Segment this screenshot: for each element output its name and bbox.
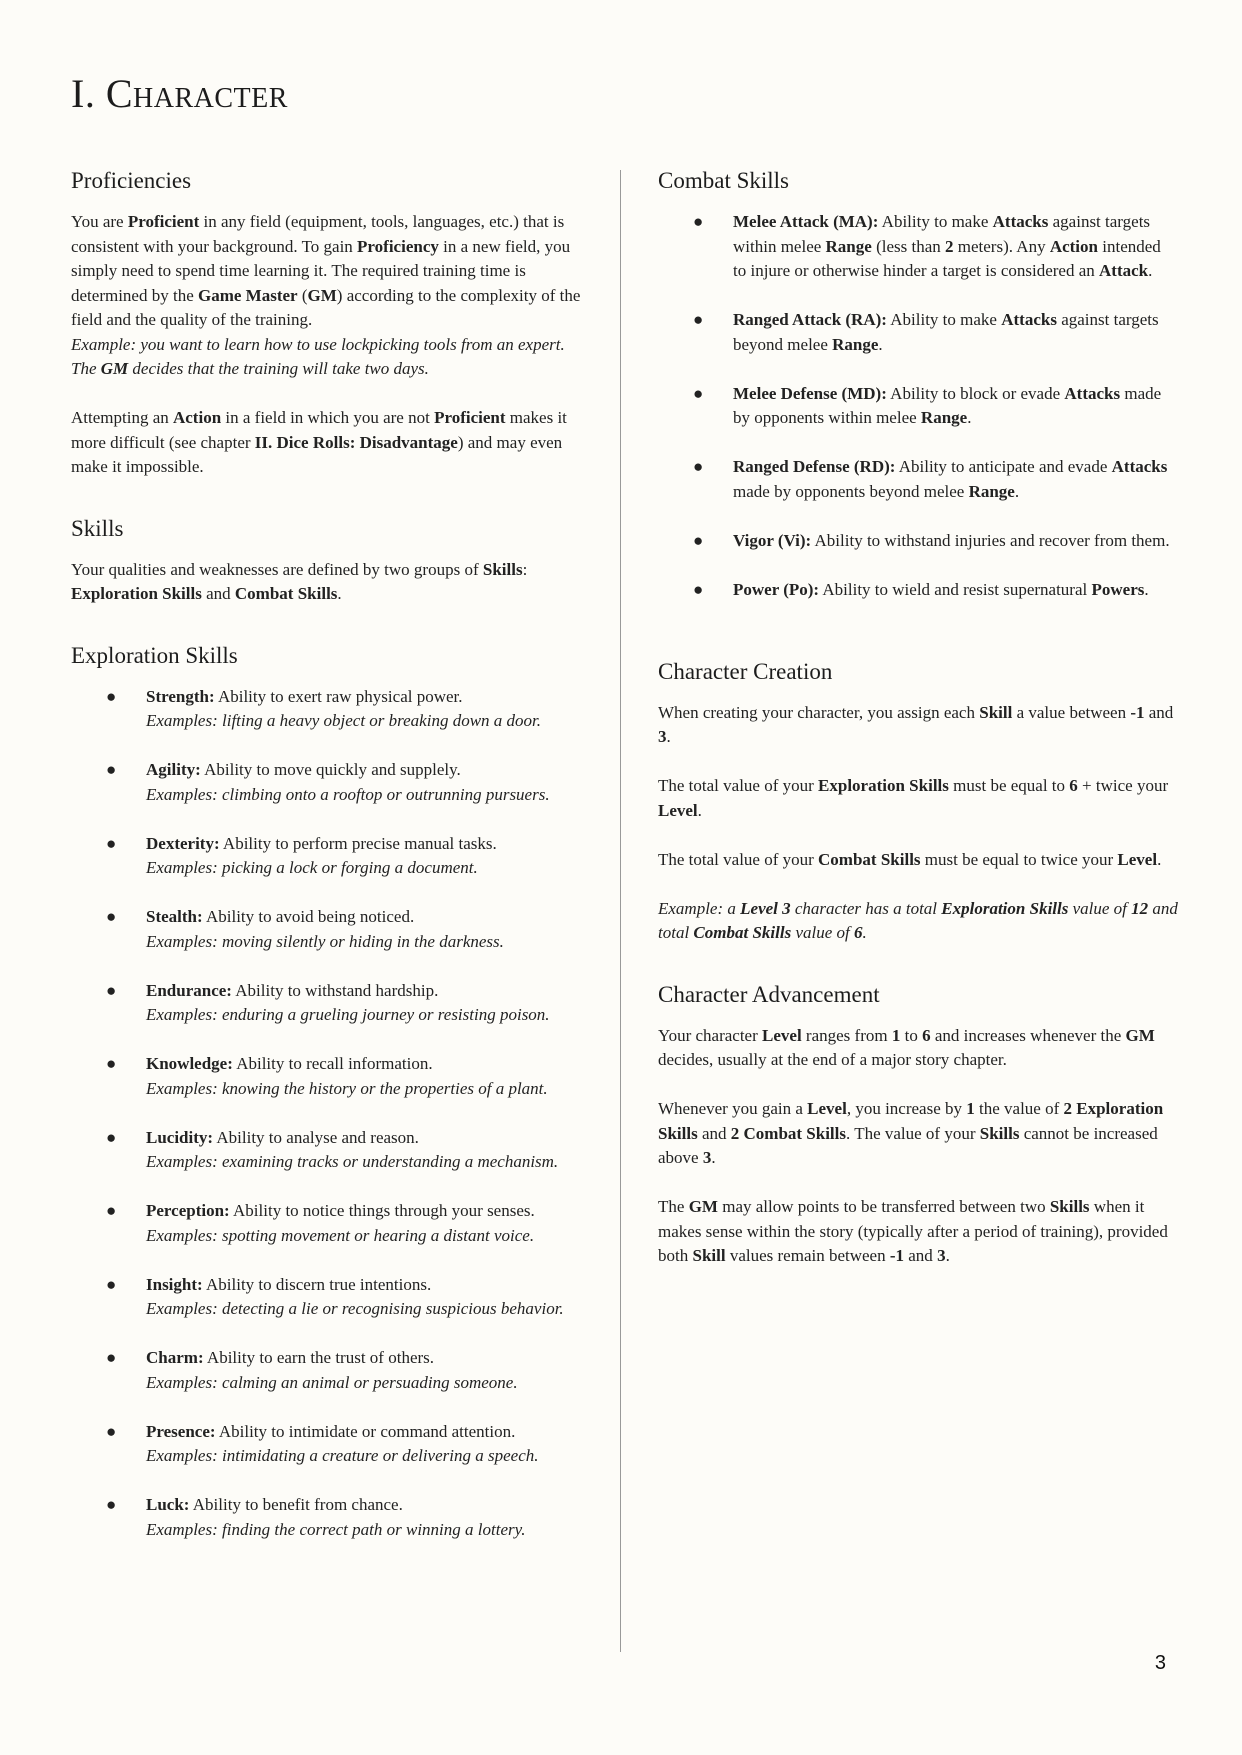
character-advancement-heading: Character Advancement (658, 981, 880, 1007)
combat-skill-text: Ranged Defense (RD): Ability to anticipate and evade Attacks made by opponents beyond melee Range. (733, 457, 1168, 501)
bullet-icon: ● (693, 579, 704, 599)
skill-name: Knowledge: (146, 1054, 233, 1073)
skills-paragraph: Your qualities and weaknesses are defined by two groups of Skills: Exploration Skills and Combat Skills. (71, 559, 528, 603)
skills-heading: Skills (71, 515, 124, 541)
creation-example: Example: a Level 3 character has a total Exploration Skills value of 12 and total Combat Skills value of 6. (658, 898, 1178, 942)
combat-skills-section (658, 168, 1178, 602)
combat-skill-item (658, 455, 1178, 504)
bullet-icon: ● (106, 1421, 117, 1441)
advancement-paragraph-3: The GM may allow points to be transferred between two Skills when it makes sense within the story (typically after a period of training), provided both Skill values remain between -1 and 3. (658, 1197, 1168, 1265)
exploration-skill-item (71, 685, 593, 734)
skill-description: Ability to move quickly and supplely. (200, 760, 461, 779)
exploration-skill-item (71, 1493, 593, 1542)
creation-paragraph-1: When creating your character, you assign each Skill a value between -1 and 3. (658, 702, 1174, 746)
bullet-icon: ● (693, 530, 704, 550)
skill-example: Examples: finding the correct path or winning a lottery. (146, 1519, 526, 1539)
skill-description: Ability to perform precise manual tasks. (219, 833, 497, 853)
exploration-skill-item (71, 758, 593, 807)
exploration-skill-item (71, 1346, 593, 1395)
skill-example: Examples: examining tracks or understanding a mechanism. (146, 1152, 559, 1171)
skill-example: Examples: knowing the history or the properties of a plant. (146, 1078, 548, 1098)
skill-description: Ability to intimidate or command attention. (215, 1421, 516, 1441)
skill-name: Lucidity: (146, 1127, 214, 1147)
character-creation-section (658, 659, 1178, 946)
skill-description: Ability to recall information. (232, 1054, 433, 1073)
skill-example: Examples: calming an animal or persuading someone. (146, 1372, 518, 1392)
exploration-skills-heading: Exploration Skills (71, 642, 238, 668)
exploration-skill-item (71, 1273, 593, 1322)
skill-name: Endurance: (146, 980, 232, 1000)
skill-example: Examples: moving silently or hiding in the darkness. (146, 931, 504, 951)
character-advancement-section (658, 982, 1178, 1269)
exploration-skill-item (71, 1126, 593, 1175)
skill-name: Presence: (146, 1421, 216, 1441)
exploration-skill-item (71, 1052, 593, 1101)
combat-skill-item (658, 210, 1178, 284)
skill-name: Charm: (146, 1348, 204, 1367)
bullet-icon: ● (106, 833, 117, 853)
bullet-icon: ● (106, 760, 117, 779)
advancement-paragraph-1: Your character Level ranges from 1 to 6 and increases whenever the GM decides, usually at the end of a major story chapter. (658, 1025, 1155, 1069)
skill-example: Examples: intimidating a creature or delivering a speech. (146, 1446, 539, 1465)
skill-description: Ability to exert raw physical power. (214, 686, 463, 706)
combat-skill-text: Ranged Attack (RA): Ability to make Attacks against targets beyond melee Range. (733, 310, 1159, 354)
combat-skill-text: Melee Attack (MA): Ability to make Attacks against targets within melee Range (less than 2 meters). Any Action intended to injure or otherwise hinder a target is considered an Attack. (733, 212, 1161, 280)
combat-skill-text: Power (Po): Ability to wield and resist supernatural Powers. (733, 579, 1149, 599)
bullet-icon: ● (106, 1495, 117, 1514)
bullet-icon: ● (693, 383, 704, 403)
skill-example: Examples: enduring a grueling journey or resisting poison. (146, 1005, 550, 1024)
proficiencies-paragraph-1: You are Proficient in any field (equipment, tools, languages, etc.) that is consistent with your background. To gain Proficiency in a new field, you simply need to spend time learning it. The required training time is determined by the Game Master (GM) according to the complexity of the field and the quality of the training. Example: you want to learn how to use lockpicking tools from an expert. The GM decides that the training will take two days. (71, 212, 581, 378)
column-divider (620, 170, 621, 1652)
exploration-skill-item (71, 832, 593, 881)
combat-skill-item (658, 578, 1178, 603)
bullet-icon: ● (106, 907, 117, 926)
skill-example: Examples: detecting a lie or recognising suspicious behavior. (146, 1299, 564, 1318)
proficiencies-heading: Proficiencies (71, 168, 192, 193)
combat-skill-item (658, 529, 1178, 554)
exploration-skill-item (71, 1420, 593, 1469)
exploration-skill-item (71, 979, 593, 1028)
skill-name: Strength: (146, 686, 215, 706)
skill-description: Ability to benefit from chance. (189, 1495, 403, 1514)
page-title: I. Character (71, 71, 288, 116)
bullet-icon: ● (106, 1054, 117, 1073)
skill-description: Ability to earn the trust of others. (203, 1348, 435, 1367)
skill-example: Examples: spotting movement or hearing a distant voice. (146, 1225, 535, 1245)
combat-skills-heading: Combat Skills (658, 168, 789, 193)
combat-skill-item (658, 308, 1178, 357)
skill-example: Examples: climbing onto a rooftop or outrunning pursuers. (146, 784, 550, 804)
bullet-icon: ● (106, 1274, 117, 1294)
skill-name: Agility: (146, 760, 201, 779)
skill-name: Luck: (146, 1495, 190, 1514)
exploration-skill-item (71, 1199, 593, 1248)
combat-skill-text: Vigor (Vi): Ability to withstand injuries and recover from them. (733, 530, 1170, 550)
bullet-icon: ● (106, 980, 117, 1000)
bullet-icon: ● (693, 310, 704, 329)
skill-name: Stealth: (146, 907, 203, 926)
skill-name: Perception: (146, 1201, 230, 1220)
creation-paragraph-2: The total value of your Exploration Skills must be equal to 6 + twice your Level. (658, 776, 1169, 820)
character-creation-heading: Character Creation (658, 658, 833, 684)
skill-example: Examples: lifting a heavy object or breaking down a door. (146, 711, 542, 730)
creation-paragraph-3: The total value of your Combat Skills must be equal to twice your Level. (658, 849, 1162, 869)
left-column (71, 168, 593, 1567)
skill-name: Dexterity: (146, 833, 220, 853)
combat-skill-item (658, 382, 1178, 431)
skill-description: Ability to discern true intentions. (202, 1274, 432, 1294)
page-number: 3 (1154, 1652, 1166, 1674)
bullet-icon: ● (693, 212, 704, 231)
bullet-icon: ● (106, 1348, 117, 1367)
bullet-icon: ● (106, 1127, 117, 1147)
exploration-skill-item (71, 905, 593, 954)
bullet-icon: ● (106, 1201, 117, 1220)
bullet-icon: ● (106, 686, 117, 706)
combat-skills-list (658, 210, 1178, 602)
right-column (658, 168, 1178, 1269)
skill-name: Insight: (146, 1274, 203, 1294)
proficiencies-paragraph-2: Attempting an Action in a field in which you are not Proficient makes it more difficult (see chapter II. Dice Rolls: Disadvantage) and may even make it impossible. (71, 408, 567, 476)
exploration-skills-list (71, 685, 593, 1543)
skill-description: Ability to withstand hardship. (231, 980, 439, 1000)
exploration-skills-section (71, 643, 593, 1543)
skill-example: Examples: picking a lock or forging a document. (146, 858, 478, 877)
skill-description: Ability to analyse and reason. (213, 1127, 419, 1147)
skill-description: Ability to notice things through your senses. (229, 1201, 535, 1220)
combat-skill-text: Melee Defense (MD): Ability to block or evade Attacks made by opponents within melee Range. (733, 383, 1162, 427)
proficiencies-section (71, 168, 593, 480)
skills-section (71, 516, 593, 607)
skill-description: Ability to avoid being noticed. (202, 907, 415, 926)
advancement-paragraph-2: Whenever you gain a Level, you increase by 1 the value of 2 Exploration Skills and 2 Combat Skills. The value of your Skills cannot be increased above 3. (658, 1099, 1164, 1167)
bullet-icon: ● (693, 457, 704, 476)
